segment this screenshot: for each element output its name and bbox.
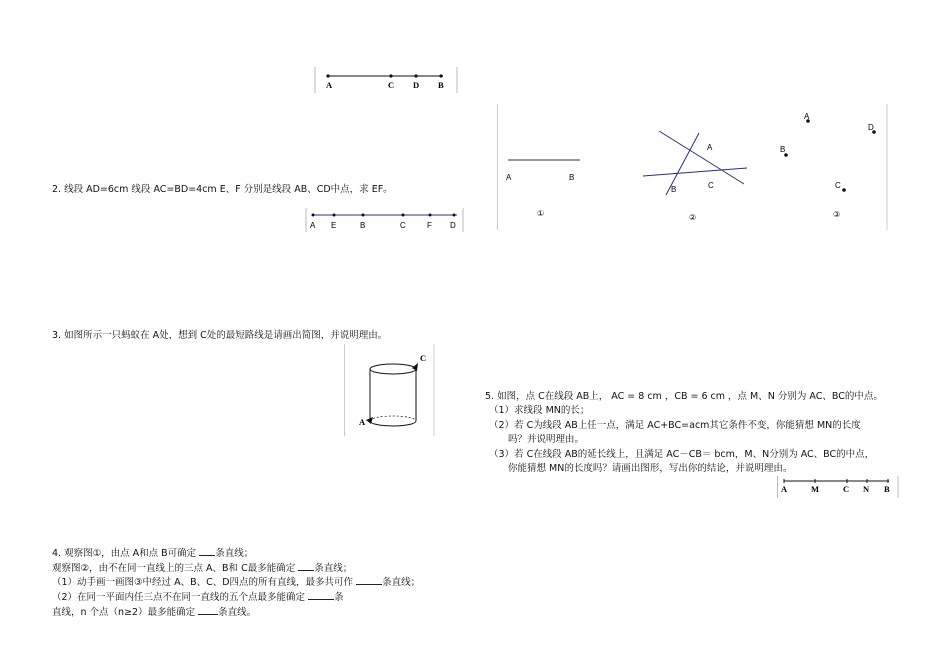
panel1-label-b: B bbox=[569, 173, 575, 182]
answer-blank[interactable] bbox=[356, 574, 382, 585]
point-label: C bbox=[400, 221, 406, 230]
figure-segment-amcnb bbox=[777, 476, 900, 498]
answer-blank[interactable] bbox=[298, 560, 314, 571]
question-4-line-1 bbox=[52, 545, 253, 561]
panel2-number: ② bbox=[689, 213, 697, 222]
figure-segment-aebcfd bbox=[305, 208, 465, 232]
question-4-line-5 bbox=[52, 604, 256, 620]
question-4-line-3-end: 条直线； bbox=[382, 577, 421, 588]
segment-acdb-drawing bbox=[314, 65, 459, 95]
question-5-line-2: （1）求线段 MN的长； bbox=[489, 405, 590, 416]
point-label: A bbox=[326, 80, 333, 90]
question-4-line-3-text: （1）动手画一画图③中经过 A、B、C、D四点的所有直线，最多共可作 bbox=[52, 577, 357, 588]
cylinder-label-c: C bbox=[420, 353, 427, 363]
panel3-label-b: B bbox=[780, 145, 786, 154]
segment-aebcfd-drawing bbox=[305, 208, 465, 232]
point-label: F bbox=[427, 221, 432, 230]
point-label: A bbox=[310, 221, 316, 230]
question-4-line-1-end: 条直线； bbox=[215, 548, 254, 559]
cylinder-label-a: A bbox=[359, 417, 366, 427]
question-4-line-4-text: （2）在同一平面内任三点不在同一直线的五个点最多能确定 bbox=[52, 592, 309, 603]
panel3-label-d: D bbox=[868, 123, 874, 132]
question-4-line-2-text: 观察图②，由不在同一直线上的三点 A、B和 C最多能确定 bbox=[52, 563, 299, 574]
panel1-label-a: A bbox=[506, 173, 512, 182]
point-label: B bbox=[884, 484, 890, 494]
point-label: D bbox=[413, 80, 420, 90]
question-4-line-3 bbox=[52, 574, 420, 590]
question-4-line-4-end: 条 bbox=[334, 592, 344, 603]
cylinder-drawing bbox=[344, 344, 436, 436]
point-label: N bbox=[863, 484, 870, 494]
panels-drawing bbox=[497, 104, 889, 230]
segment-amcnb-drawing bbox=[777, 476, 900, 498]
question-4-line-1-text: 4. 观察图①，由点 A和点 B可确定 bbox=[52, 548, 200, 559]
point-label: D bbox=[450, 221, 456, 230]
panel3-number: ③ bbox=[833, 210, 841, 219]
point-label: C bbox=[388, 80, 395, 90]
figure-segment-acdb bbox=[314, 65, 459, 95]
figure-lines-panels bbox=[497, 104, 889, 230]
question-4-line-5-end: 条直线。 bbox=[218, 607, 257, 618]
question-4-line-4 bbox=[52, 589, 344, 605]
answer-blank[interactable] bbox=[199, 545, 215, 556]
point-label: M bbox=[811, 484, 820, 494]
question-5-line-5: （3）若 C在线段 AB的延长线上，且满足 AC－CB＝ bcm，M、N分别为 AC、BC的中点， bbox=[489, 449, 875, 460]
panel2-label-a: A bbox=[707, 143, 713, 152]
point-label: B bbox=[438, 80, 444, 90]
question-5-line-6: 你能猜想 MN的长度吗？请画出图形，写出你的结论，并说明理由。 bbox=[508, 463, 793, 474]
figure-cylinder bbox=[344, 344, 436, 436]
point-label: B bbox=[360, 221, 366, 230]
point-label: E bbox=[331, 221, 337, 230]
panel1-number: ① bbox=[537, 209, 545, 218]
question-3-text: 3. 如图所示一只蚂蚁在 A处，想到 C处的最短路线是请画出简图，并说明理由。 bbox=[52, 330, 388, 341]
question-5-line-3: （2）若 C为线段 AB上任一点，满足 AC+BC=acm其它条件不变，你能猜想 MN的长度 bbox=[489, 420, 861, 431]
question-4-line-5-text: 直线，n 个点（n≥2）最多能确定 bbox=[52, 607, 199, 618]
answer-blank[interactable] bbox=[308, 589, 334, 600]
point-label: A bbox=[781, 484, 788, 494]
point-label: C bbox=[843, 484, 850, 494]
panel3-label-c: C bbox=[835, 181, 841, 190]
question-5-line-1: 5. 如图，点 C在线段 AB上， AC = 8 cm ，CB = 6 cm ，点 M、N 分别为 AC、BC的中点。 bbox=[485, 391, 883, 402]
question-5-line-4: 吗？并说明理由。 bbox=[508, 434, 585, 445]
question-2-text: 2. 线段 AD=6cm 线段 AC=BD=4cm E、F 分别是线段 AB、CD中点，求 EF。 bbox=[52, 184, 393, 195]
panel2-label-b: B bbox=[671, 185, 677, 194]
panel3-label-a: A bbox=[804, 112, 810, 121]
panel2-label-c: C bbox=[708, 181, 714, 190]
question-4-line-2-end: 条直线； bbox=[314, 563, 353, 574]
answer-blank[interactable] bbox=[198, 604, 218, 615]
